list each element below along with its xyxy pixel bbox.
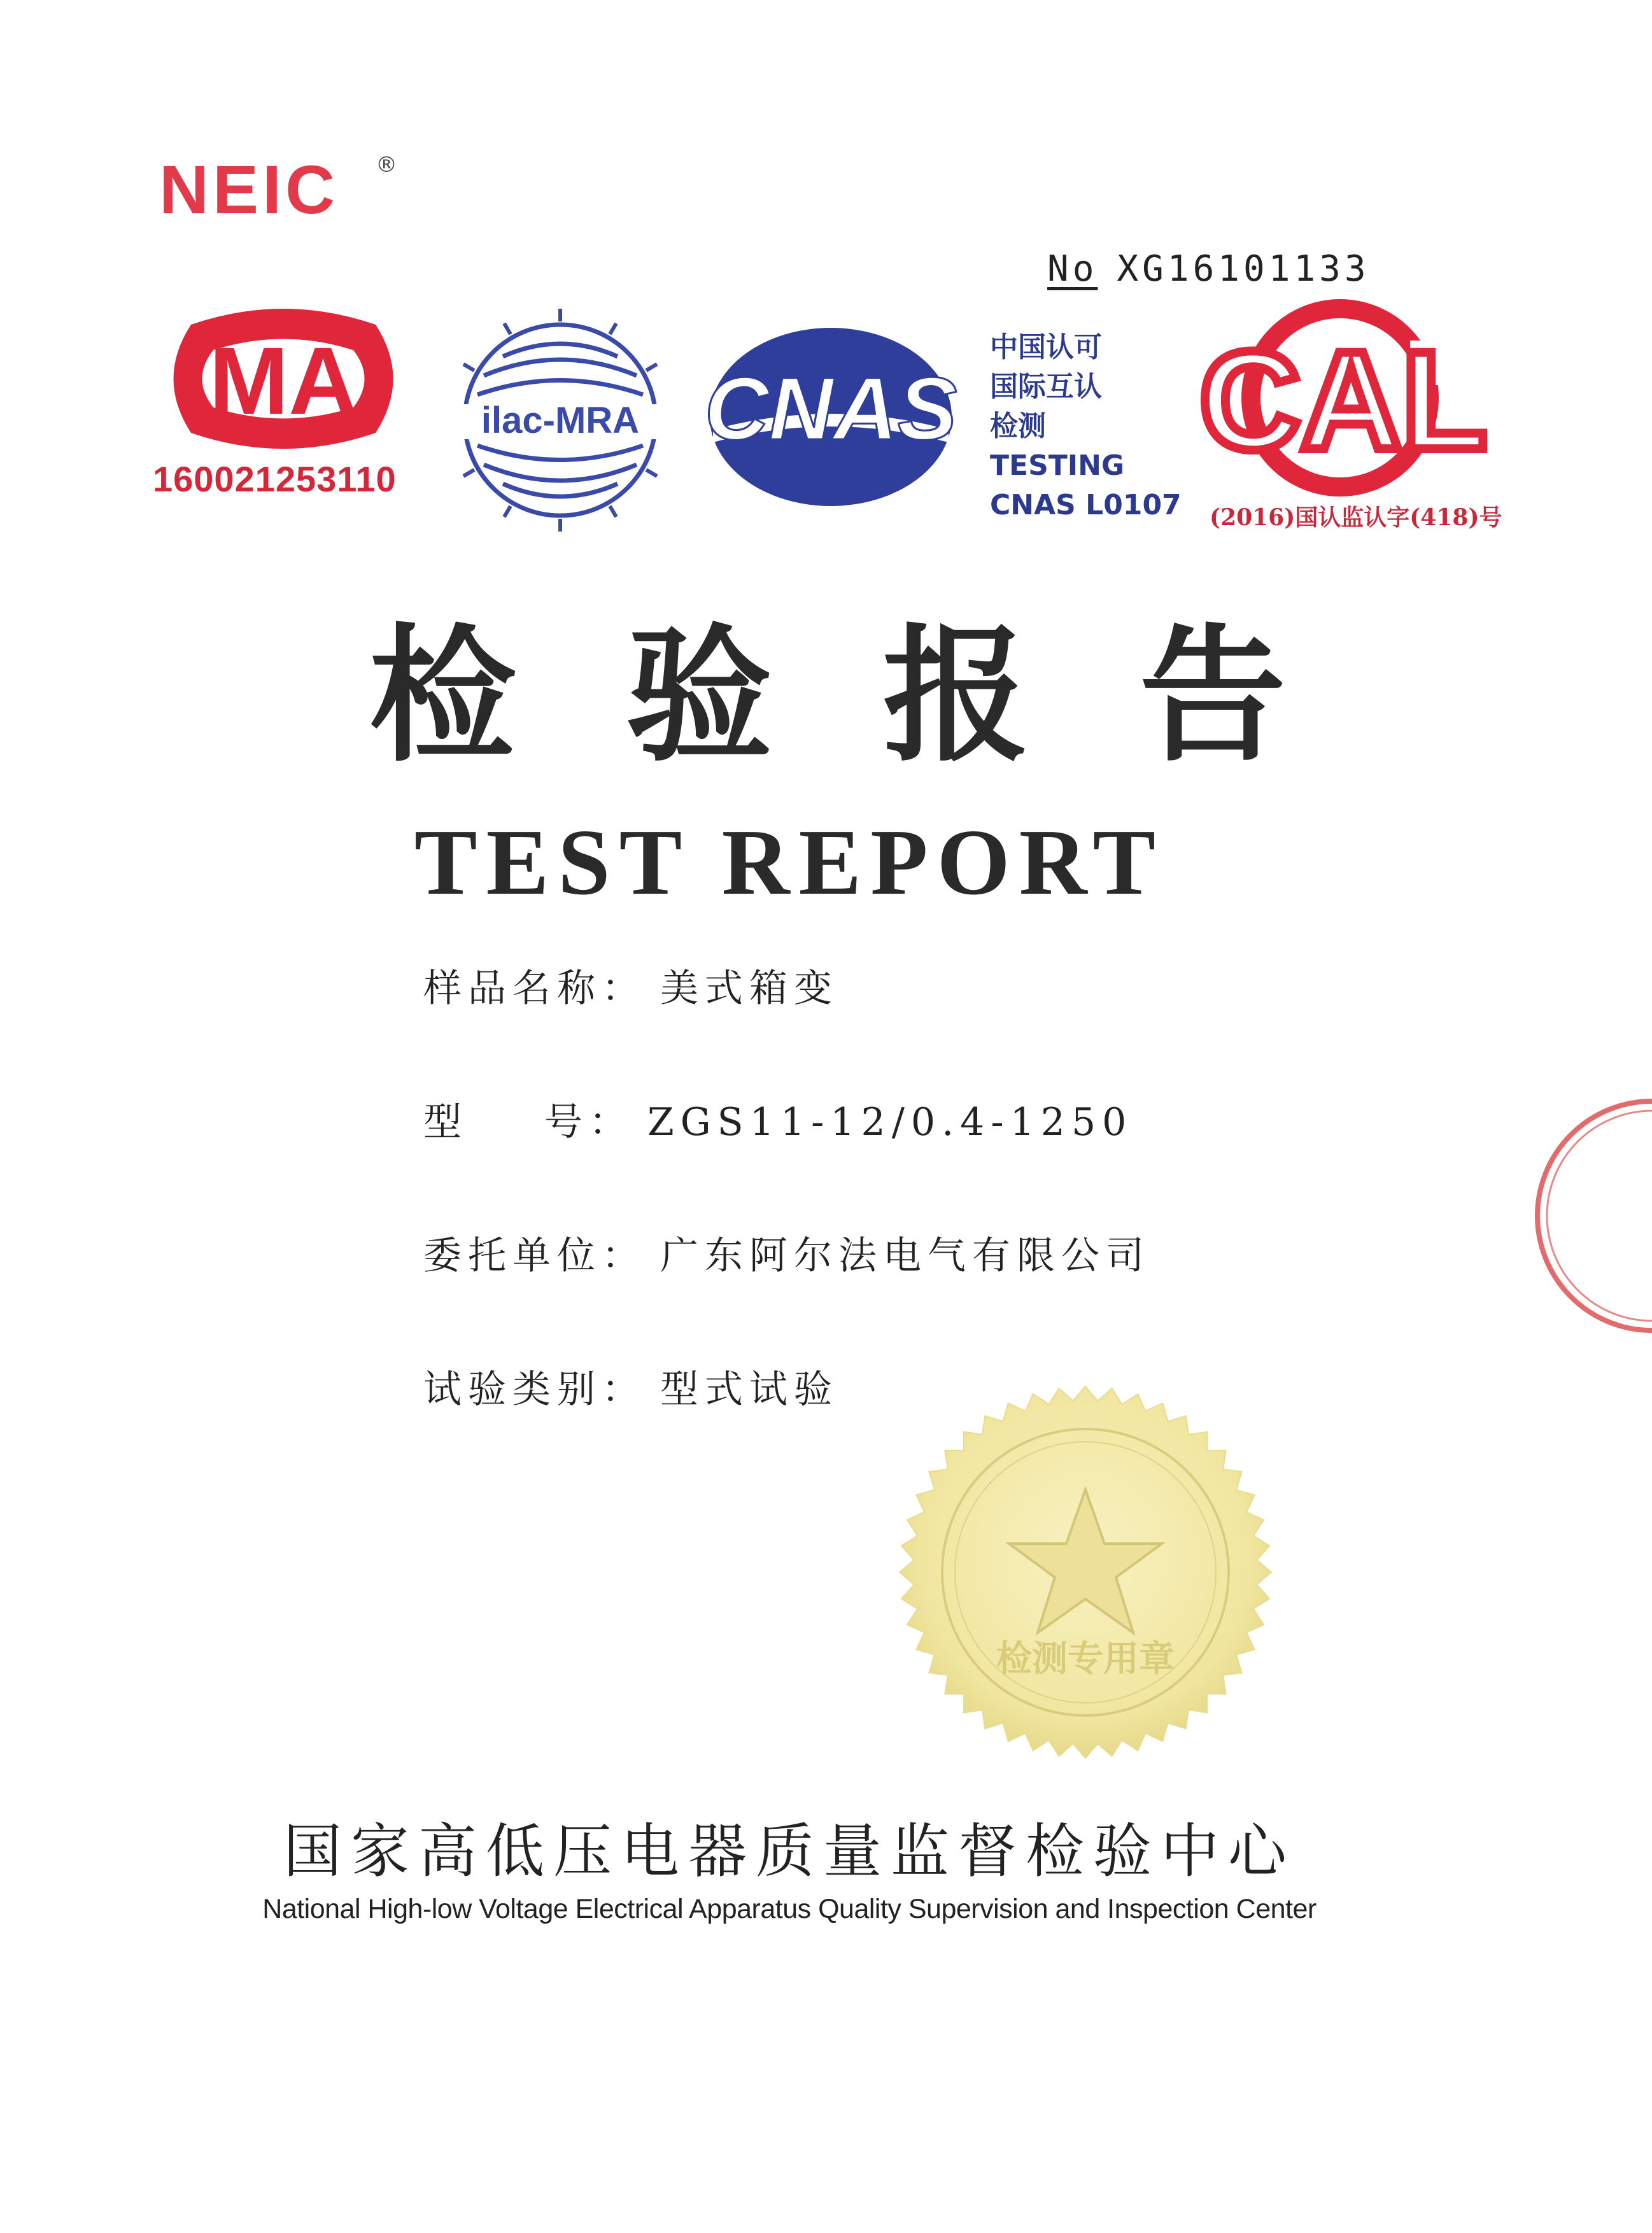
report-number-value: XG16101133 (1117, 248, 1370, 290)
sample-name-value: 美式箱变 (660, 966, 838, 1011)
test-type-label: 试验类别： (423, 1367, 646, 1412)
cma-mark-icon (153, 306, 414, 452)
title-char: 告 (1139, 612, 1286, 782)
report-number (1047, 248, 1370, 290)
client-label: 委托单位： (423, 1234, 646, 1278)
ilac-mra-logo (446, 306, 675, 535)
red-stamp-seal (1525, 1088, 1652, 1343)
report-number-prefix: No (1047, 248, 1098, 290)
sample-name-label: 样品名称： (423, 966, 646, 1011)
cnas-text-line: CNAS L0107 (990, 489, 1182, 521)
cma-mark-text: MA (209, 327, 358, 434)
model-value: ZGS11-12/0.4-1250 (647, 1100, 1133, 1145)
cnas-logo (703, 321, 958, 512)
cal-mark-icon (1199, 302, 1488, 493)
gold-seal (894, 1381, 1276, 1763)
cnas-text-line: 检测 (990, 410, 1046, 442)
registered-mark: ® (376, 152, 397, 178)
issuer-name-cn: 国家高低压电器质量监督检验中心 (283, 1817, 1295, 1885)
ilac-globe-icon (446, 306, 675, 535)
cnas-text-line: 中国认可 (990, 331, 1102, 363)
title-char: 检 (369, 612, 516, 782)
neic-brand-text: NEIC (159, 151, 339, 228)
cnas-accreditation-text (990, 328, 1182, 525)
issuer-name-en: National High-low Voltage Electrical Apparatus Quality Supervision and Inspection Center (262, 1894, 1317, 1924)
cma-code: 160021253110 (153, 459, 397, 499)
client-value: 广东阿尔法电气有限公司 (660, 1234, 1150, 1278)
test-type-field (423, 1359, 838, 1414)
title-char: 验 (626, 612, 773, 782)
title-char: 报 (882, 612, 1029, 782)
cal-mark-text: CAL (1199, 322, 1488, 479)
cnas-text-line: 国际互认 (990, 370, 1102, 403)
cma-logo (153, 306, 414, 500)
cnas-text-line: TESTING (990, 449, 1125, 482)
cal-code: (2016)国认监认字(418)号 (1210, 504, 1502, 531)
gold-seal-text: 检测专用章 (996, 1638, 1175, 1680)
neic-logo (159, 151, 397, 228)
red-stamp-icon (1525, 1088, 1652, 1343)
cnas-ellipse-icon (703, 321, 958, 512)
ilac-mark-text: ilac-MRA (481, 400, 640, 441)
gold-seal-icon (894, 1381, 1276, 1763)
client-field (423, 1225, 1150, 1280)
report-title-cn (369, 612, 1286, 782)
model-label (423, 1092, 633, 1146)
test-type-value: 型式试验 (660, 1367, 838, 1412)
report-title-en: TEST REPORT (414, 810, 1165, 915)
model-label-right: 号： (544, 1100, 633, 1145)
cnas-mark-text: CNAS (704, 358, 957, 458)
sample-name-field (423, 958, 838, 1013)
cal-logo (1199, 302, 1488, 493)
model-field (423, 1092, 1133, 1146)
model-label-left: 型 (423, 1100, 468, 1145)
